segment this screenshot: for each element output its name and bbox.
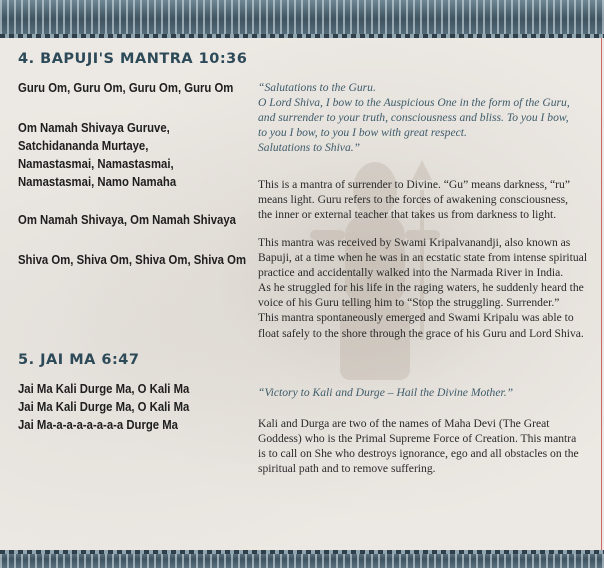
top-decorative-border	[0, 0, 604, 38]
lyric-line: Om Namah Shivaya Guruve,	[18, 121, 170, 135]
paragraph-line: is to call on She who destroys ignorance, ego and all obstacles on the	[258, 447, 579, 461]
paragraph-line: Kali and Durga are two of the names of Maha Devi (The Great	[258, 417, 550, 430]
lyric-line: Satchidananda Murtaye,	[18, 139, 149, 153]
track-4-heading: 4. BAPUJI'S MANTRA 10:36	[18, 51, 248, 67]
paragraph-line: This mantra was received by Swami Kripalvanandji, also known as	[258, 236, 571, 249]
track-5-description-paragraph	[258, 416, 579, 476]
track-5-translation	[258, 385, 513, 400]
page-edge-rule	[601, 38, 602, 550]
lyric-line: Namastasmai, Namastasmai,	[18, 157, 174, 171]
lyric-line: Om Namah Shivaya, Om Namah Shivaya	[18, 213, 236, 227]
paragraph-line: the inner or external teacher that takes us from darkness to light.	[258, 208, 557, 222]
lyric-line: Jai Ma Kali Durge Ma, O Kali Ma	[18, 382, 190, 396]
track-4-history-paragraph	[258, 235, 587, 341]
track-5-lyric-stanza	[18, 380, 189, 434]
paragraph-line: This is a mantra of surrender to Divine. “Gu” means darkness, “ru”	[258, 178, 570, 191]
track-4-lyric-stanza	[18, 79, 233, 97]
paragraph-line: practice and accidentally walked into the Narmada River in India.	[258, 266, 564, 280]
paragraph-line: spiritual path and to remove suffering.	[258, 462, 436, 476]
track-4-lyric-stanza	[18, 119, 176, 191]
track-4-lyric-stanza	[18, 251, 246, 269]
translation-line: “Salutations to the Guru.	[258, 81, 376, 94]
translation-line: O Lord Shiva, I bow to the Auspicious One in the form of the Guru,	[258, 96, 570, 109]
translation-line: “Victory to Kali and Durge – Hail the Divine Mother.”	[258, 386, 514, 399]
translation-line: Salutations to Shiva.”	[258, 141, 361, 154]
paragraph-line: As he struggled for his life in the raging waters, he suddenly heard the	[258, 281, 584, 295]
lyric-line: Shiva Om, Shiva Om, Shiva Om, Shiva Om	[18, 253, 247, 267]
lyric-line: Jai Ma-a-a-a-a-a-a-a Durge Ma	[18, 418, 178, 432]
track-4-description-paragraph	[258, 177, 570, 222]
paragraph-line: Bapuji, at a time when he was in an ecstatic state from intense spiritual	[258, 251, 588, 265]
translation-line: and surrender to your truth, consciousness and bliss. To you I bow,	[258, 111, 569, 124]
track-5-heading: 5. JAI MA 6:47	[18, 352, 140, 368]
translation-line: to you I bow, to you I bow with great respect.	[258, 126, 467, 139]
bottom-decorative-border	[0, 550, 604, 568]
paragraph-line: This mantra spontaneously emerged and Swami Kripalu was able to	[258, 311, 574, 325]
paragraph-line: voice of his Guru telling him to “Stop the struggling. Surrender.”	[258, 296, 560, 310]
lyric-line: Jai Ma Kali Durge Ma, O Kali Ma	[18, 400, 190, 414]
track-4-translation	[258, 80, 570, 155]
paragraph-line: Goddess) who is the Primal Supreme Force of Creation. This mantra	[258, 432, 577, 446]
lyric-line: Guru Om, Guru Om, Guru Om, Guru Om	[18, 81, 234, 95]
track-4-lyric-stanza	[18, 211, 236, 229]
paragraph-line: means light. Guru refers to the forces of awakening consciousness,	[258, 193, 569, 207]
lyric-line: Namastasmai, Namo Namaha	[18, 175, 177, 189]
paragraph-line: float safely to the shore through the grace of his Guru and Lord Shiva.	[258, 326, 584, 340]
